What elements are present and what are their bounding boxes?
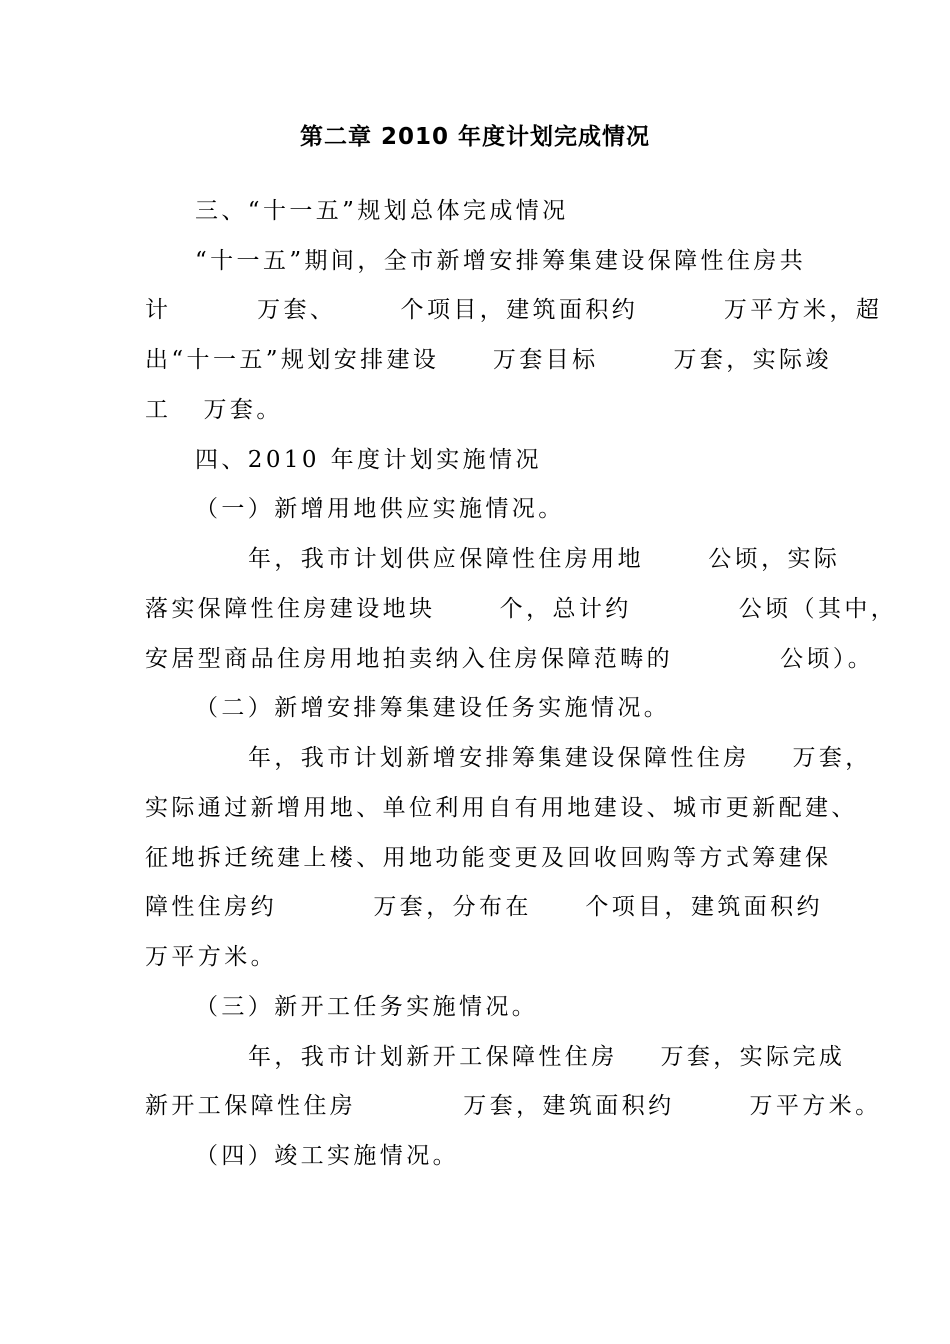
paragraph-line: 落实保障性住房建设地块 个，总计约 公顷（其中，	[145, 596, 898, 622]
paragraph-line: 障性住房约 万套，分布在 个项目，建筑面积约	[145, 894, 823, 920]
paragraph-line: 安居型商品住房用地拍卖纳入住房保障范畴的 公顷）。	[145, 646, 875, 672]
paragraph-line: 年，我市计划供应保障性住房用地 公顷，实际	[248, 546, 841, 572]
section-heading-3: 三、“十一五”规划总体完成情况	[195, 198, 569, 224]
paragraph-line: 征地拆迁统建上楼、用地功能变更及回收回购等方式筹建保	[145, 845, 832, 871]
subsection-heading-1: （一）新增用地供应实施情况。	[195, 496, 565, 522]
paragraph-line: 计 万套、 个项目，建筑面积约 万平方米，超	[145, 297, 883, 323]
paragraph-line: 工 万套。	[145, 397, 283, 423]
paragraph-line: 年，我市计划新增安排筹集建设保障性住房 万套，	[248, 745, 872, 771]
paragraph-line: 出“十一五”规划安排建设 万套目标 万套，实际竣	[145, 347, 832, 373]
subsection-heading-3: （三）新开工任务实施情况。	[195, 994, 539, 1020]
chapter-title: 第二章 2010 年度计划完成情况	[299, 124, 651, 150]
subsection-heading-4: （四）竣工实施情况。	[195, 1143, 459, 1169]
paragraph-line: 新开工保障性住房 万套，建筑面积约 万平方米。	[145, 1093, 882, 1119]
paragraph-line: 年，我市计划新开工保障性住房 万套，实际完成	[248, 1044, 846, 1070]
subsection-heading-2: （二）新增安排筹集建设任务实施情况。	[195, 695, 671, 721]
paragraph-line: 实际通过新增用地、单位利用自有用地建设、城市更新配建、	[145, 795, 858, 821]
paragraph-line: “十一五”期间，全市新增安排筹集建设保障性住房共	[195, 248, 807, 274]
paragraph-line: 万平方米。	[145, 944, 277, 970]
section-heading-4: 四、2010 年度计划实施情况	[195, 447, 542, 473]
